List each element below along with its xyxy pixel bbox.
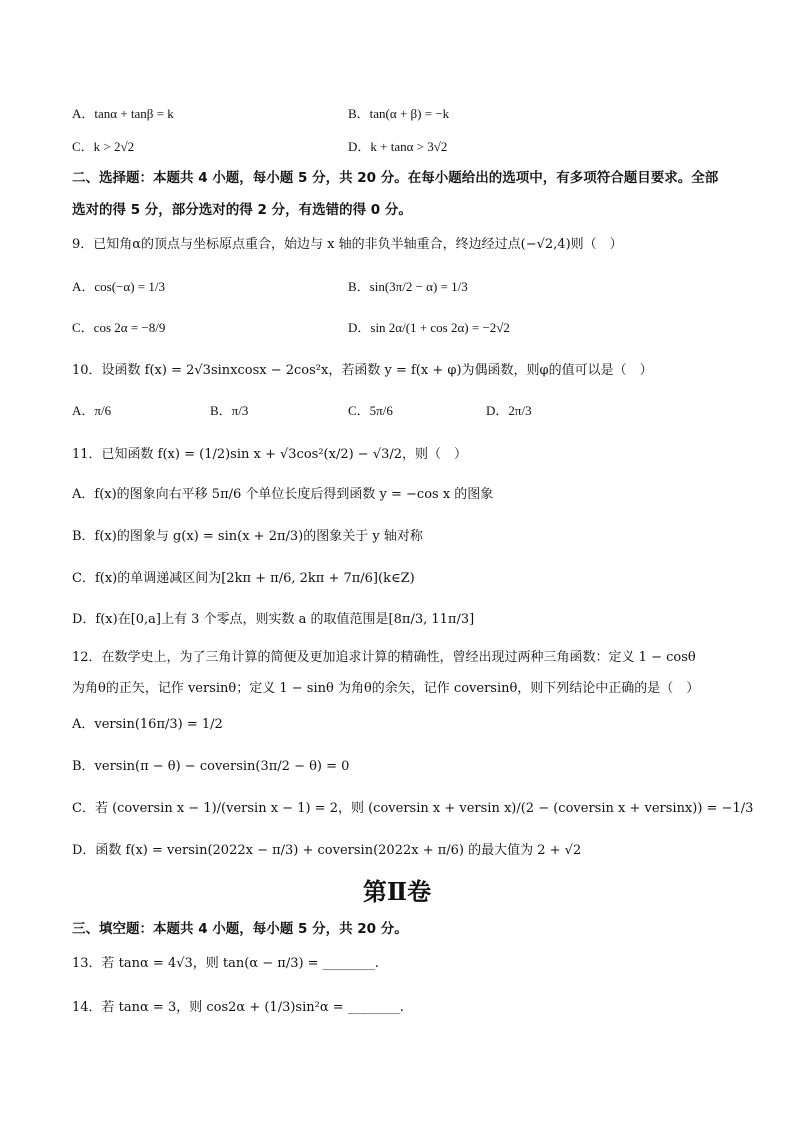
q8-option-a: A．tanα + tanβ = k: [72, 106, 174, 121]
q11-option-b: B．f(x)的图象与 g(x) = sin(x + 2π/3)的图象关于 y 轴对称: [72, 529, 423, 544]
q8-option-b: B．tan(α + β) = −k: [348, 106, 450, 121]
q10-option-d: D．2π/3: [486, 403, 532, 418]
q8-options-cd: [72, 136, 732, 155]
q12-stem-line2: 为角θ的正矢，记作 versinθ；定义 1 − sinθ 为角θ的余矢，记作 coversinθ，则下列结论中正确的是（ ）: [72, 681, 700, 696]
q9-option-d: D．sin 2α/(1 + cos 2α) = −2√2: [348, 320, 510, 335]
q14-stem: 14．若 tanα = 3，则 cos2α + (1/3)sin²α = ________.: [72, 1000, 404, 1015]
q8-options-ab: [72, 103, 732, 122]
q12-option-d: D．函数 f(x) = versin(2022x − π/3) + coversin(2022x + π/6) 的最大值为 2 + √2: [72, 843, 582, 858]
q12-option-b: B．versin(π − θ) − coversin(3π/2 − θ) = 0: [72, 759, 350, 774]
q9-option-a: A．cos(−α) = 1/3: [72, 279, 165, 294]
q9-option-c: C．cos 2α = −8/9: [72, 320, 166, 335]
q9-stem: 9．已知角α的顶点与坐标原点重合，始边与 x 轴的非负半轴重合，终边经过点(−√2,4)则（ ）: [72, 237, 623, 252]
q11-option-c: C．f(x)的单调递减区间为[2kπ + π/6, 2kπ + 7π/6](k∈Z): [72, 571, 415, 586]
q9-option-b: B．sin(3π/2 − α) = 1/3: [348, 279, 468, 294]
q12-option-c: C．若 (coversin x − 1)/(versin x − 1) = 2，则 (coversin x + versin x)/(2 − (coversin x + versinx)) = −1/3: [72, 801, 754, 816]
q8-option-c: C．k > 2√2: [72, 139, 135, 154]
q12-option-a: A．versin(16π/3) = 1/2: [72, 717, 223, 732]
q12-stem-line1: 12．在数学史上，为了三角计算的简便及更加追求计算的精确性，曾经出现过两种三角函数：定义 1 − cosθ: [72, 650, 696, 665]
q10-stem: 10．设函数 f(x) = 2√3sinxcosx − 2cos²x，若函数 y = f(x + φ)为偶函数，则φ的值可以是（ ）: [72, 363, 653, 378]
part2-title: 第Ⅱ卷: [362, 877, 432, 906]
q10-option-c: C．5π/6: [348, 403, 393, 418]
section3-heading: 三、填空题：本题共 4 小题，每小题 5 分，共 20 分。: [72, 921, 408, 937]
section2-heading-line2: 选对的得 5 分，部分选对的得 2 分，有选错的得 0 分。: [72, 202, 412, 218]
q11-option-a: A．f(x)的图象向右平移 5π/6 个单位长度后得到函数 y = −cos x 的图象: [72, 487, 494, 502]
q10-option-a: A．π/6: [72, 403, 112, 418]
q10-option-b: B．π/3: [210, 403, 249, 418]
q9-options-ab: [72, 276, 732, 295]
q11-stem: 11．已知函数 f(x) = (1/2)sin x + √3cos²(x/2) − √3/2，则（ ）: [72, 447, 468, 462]
q13-stem: 13．若 tanα = 4√3，则 tan(α − π/3) = ________.: [72, 956, 379, 971]
q11-option-d: D．f(x)在[0,a]上有 3 个零点，则实数 a 的取值范围是[8π/3, 11π/3]: [72, 612, 475, 627]
q9-options-cd: [72, 317, 732, 336]
q8-option-d: D．k + tanα > 3√2: [348, 139, 448, 154]
section2-heading-line1: 二、选择题：本题共 4 小题，每小题 5 分，共 20 分。在每小题给出的选项中，有多项符合题目要求。全部: [72, 170, 719, 186]
